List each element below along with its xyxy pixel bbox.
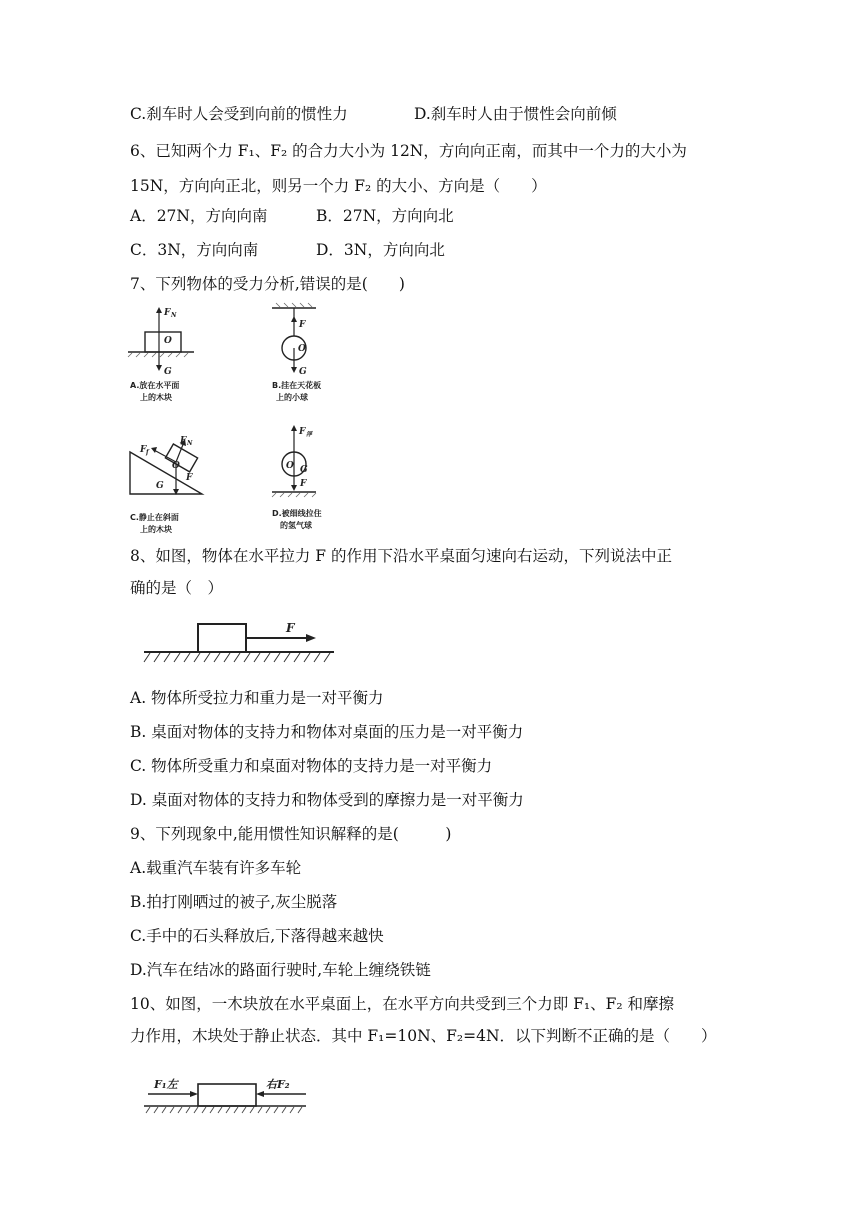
q8-option-c: C. 物体所受重力和桌面对物体的支持力是一对平衡力 — [130, 757, 493, 775]
svg-text:浮: 浮 — [306, 431, 313, 438]
svg-text:G: G — [300, 465, 308, 475]
q8-stem-line1: 8、如图，物体在水平拉力 F 的作用下沿水平桌面匀速向右运动，下列说法中正 — [130, 547, 672, 565]
q9-option-c: C.手中的石头释放后,下落得越来越快 — [130, 927, 384, 945]
svg-text:N: N — [187, 440, 193, 447]
svg-text:O: O — [286, 461, 294, 471]
q10-figure — [144, 1070, 310, 1118]
svg-text:上的木块: 上的木块 — [140, 525, 172, 534]
q8-figure — [142, 608, 338, 670]
q10-stem-line1: 10、如图，一木块放在水平桌面上，在水平方向共受到三个力即 F₁、F₂ 和摩擦 — [130, 995, 675, 1013]
figure-d-balloon — [272, 425, 322, 530]
svg-text:F: F — [186, 473, 193, 483]
svg-text:F: F — [299, 427, 306, 437]
figure-d-caption: D.被细线拉住 — [272, 509, 322, 518]
svg-text:f: f — [146, 449, 149, 456]
q9-option-d: D.汽车在结冰的路面行驶时,车轮上缠绕铁链 — [130, 961, 431, 979]
q9-option-a: A.载重汽车装有许多车轮 — [130, 859, 302, 877]
svg-text:G: G — [156, 481, 164, 491]
q7-stem: 7、下列物体的受力分析,错误的是( ) — [130, 275, 405, 293]
q10-stem-line2: 力作用，木块处于静止状态．其中 F₁=10N、F₂=4N．以下判断不正确的是（ ） — [130, 1027, 717, 1045]
q6-option-c: C．3N，方向向南 — [130, 241, 259, 259]
q8-option-a: A. 物体所受拉力和重力是一对平衡力 — [130, 689, 384, 707]
figure-a-caption: A.放在水平面 — [130, 381, 180, 390]
svg-text:O: O — [172, 461, 180, 471]
q7-figures — [126, 302, 366, 534]
q6-option-a: A．27N，方向向南 — [130, 207, 268, 225]
svg-text:F: F — [180, 436, 187, 446]
svg-text:O: O — [164, 336, 172, 346]
q9-stem: 9、下列现象中,能用惯性知识解释的是( ) — [130, 825, 452, 843]
svg-text:F: F — [299, 320, 306, 330]
svg-text:的氢气球: 的氢气球 — [280, 521, 312, 530]
f2-right-label: 右F₂ — [266, 1078, 290, 1091]
svg-text:上的小球: 上的小球 — [276, 393, 308, 402]
svg-text:上的木块: 上的木块 — [140, 393, 172, 402]
f1-left-label: F₁左 — [154, 1078, 178, 1091]
q6-stem-line2: 15N，方向向正北，则另一个力 F₂ 的大小、方向是（ ） — [130, 177, 547, 195]
figure-b-caption: B.挂在天花板 — [272, 381, 322, 390]
q6-stem-line1: 6、已知两个力 F₁、F₂ 的合力大小为 12N，方向向正南，而其中一个力的大小为 — [130, 142, 687, 160]
svg-text:G: G — [299, 367, 307, 377]
q8-option-b: B. 桌面对物体的支持力和物体对桌面的压力是一对平衡力 — [130, 723, 524, 741]
q8-option-d: D. 桌面对物体的支持力和物体受到的摩擦力是一对平衡力 — [130, 791, 524, 809]
q5-option-d: D.刹车时人由于惯性会向前倾 — [414, 105, 617, 123]
q6-option-d: D．3N，方向向北 — [316, 241, 445, 259]
q5-option-c: C.刹车时人会受到向前的惯性力 — [130, 105, 348, 123]
force-f-label: F — [286, 621, 295, 635]
figure-c-caption: C.静止在斜面 — [130, 513, 179, 522]
svg-text:F: F — [140, 445, 147, 455]
fn-label: F — [164, 308, 171, 318]
figure-c-block-on-incline — [130, 436, 202, 534]
figure-a-block-on-surface — [128, 307, 194, 402]
q9-option-b: B.拍打刚晒过的被子,灰尘脱落 — [130, 893, 338, 911]
svg-text:N: N — [171, 312, 177, 319]
q6-option-b: B．27N，方向向北 — [316, 207, 454, 225]
q8-stem-line2: 确的是（ ） — [130, 579, 224, 597]
figure-b-hanging-ball — [272, 303, 321, 402]
svg-text:F: F — [300, 479, 307, 489]
svg-text:O: O — [298, 344, 306, 354]
svg-text:G: G — [164, 367, 172, 377]
